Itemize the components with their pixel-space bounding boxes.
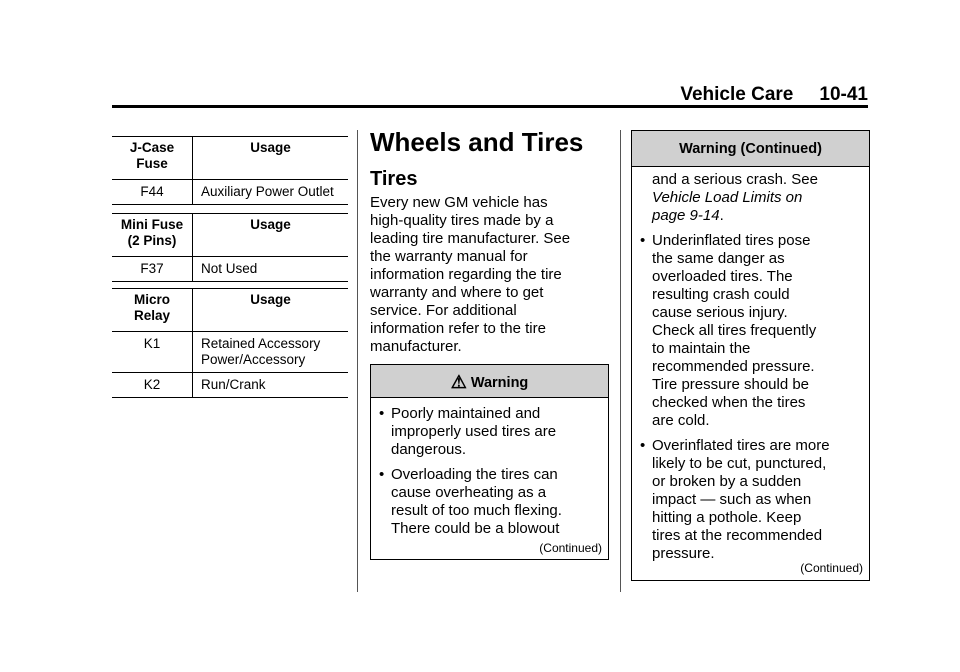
table-row <box>112 180 348 205</box>
table-col2-header: Usage <box>193 289 349 332</box>
list-item: • Underinflated tires pose the same danger as overloaded tires. The resulting crash could cause serious injury. Check all tires frequently to maintain the recommended pressure. Tire pressure should be checked when the tires are cold. <box>640 232 817 429</box>
table-col1-header: Mini Fuse (2 Pins) <box>112 214 193 257</box>
warning-box <box>370 364 609 560</box>
warning-bullets <box>632 167 869 563</box>
header-title <box>680 84 868 106</box>
list-item: • Poorly maintained and improperly used tires are dangerous. <box>379 405 557 458</box>
fuse-usage: Auxiliary Power Outlet <box>193 180 349 205</box>
list-item: and a serious crash. See Vehicle Load Limits on page 9-14. <box>652 171 818 224</box>
relay-id: K2 <box>112 373 193 398</box>
warning-header: Warning (Continued) <box>632 131 869 167</box>
warning-bullets <box>371 398 608 538</box>
page-number: 10-41 <box>819 84 868 105</box>
subsection-heading: Tires <box>370 168 418 190</box>
header-rule <box>112 105 868 108</box>
continued-label: (Continued) <box>539 541 602 555</box>
relay-usage: Retained Accessory Power/Accessory <box>193 332 349 373</box>
warning-box-continued <box>631 130 870 581</box>
tires-paragraph: Every new GM vehicle has high-quality tires made by a leading tire manufacturer. See the warranty manual for information regarding the tire warranty and where to get service. For additional information refer to the tire manufacturer. <box>370 194 571 355</box>
table-col1-header: Micro Relay <box>112 289 193 332</box>
warning-icon: ⚠ <box>450 372 467 392</box>
list-item: • Overloading the tires can cause overheating as a result of too much flexing. There could be a blowout <box>379 466 562 537</box>
table-col2-header: Usage <box>193 214 349 257</box>
column-divider <box>357 130 358 592</box>
table-row <box>112 332 348 373</box>
section-heading: Wheels and Tires <box>370 127 584 157</box>
column-divider <box>620 130 621 592</box>
relay-id: K1 <box>112 332 193 373</box>
micro-relay-table <box>112 288 348 398</box>
fuse-usage: Not Used <box>193 257 349 282</box>
page-header <box>112 84 868 104</box>
list-item: • Overinflated tires are more likely to be cut, punctured, or broken by a sudden impact — such as when hitting a pothole. Keep tires at the recommended pressure. <box>640 437 830 562</box>
j-case-fuse-table <box>112 136 348 205</box>
mini-fuse-table <box>112 213 348 282</box>
fuse-id: F44 <box>112 180 193 205</box>
relay-usage: Run/Crank <box>193 373 349 398</box>
warning-header: ⚠ Warning <box>371 365 608 398</box>
table-row <box>112 373 348 398</box>
table-col2-header: Usage <box>193 137 349 180</box>
table-col1-header: J-Case Fuse <box>112 137 193 180</box>
continued-label: (Continued) <box>800 561 863 575</box>
table-row <box>112 257 348 282</box>
fuse-id: F37 <box>112 257 193 282</box>
section-title: Vehicle Care <box>680 84 794 105</box>
